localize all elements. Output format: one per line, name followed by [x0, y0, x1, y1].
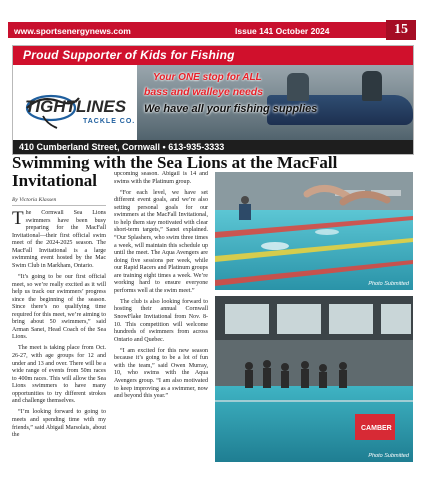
website-link[interactable]: www.sportsenergynews.com: [14, 26, 131, 36]
logo-subtitle: TACKLE CO.: [83, 118, 135, 125]
team-pool-photo: [215, 296, 413, 462]
ad-tagline-1: Your ONE stop for ALL: [153, 72, 262, 83]
byline-divider: [12, 205, 106, 206]
ad-address: 410 Cumberland Street, Cornwall • 613-935-3333: [19, 142, 225, 152]
article-column-1: [12, 210, 106, 478]
ad-tagline-2: bass and walleye needs: [144, 86, 264, 98]
page-number: 15: [386, 20, 416, 40]
tightlines-advertisement[interactable]: [12, 45, 414, 155]
tightlines-logo: [17, 68, 135, 140]
angler-figure: [287, 73, 309, 101]
team-pool-illustration: [215, 296, 413, 462]
pool-diving-illustration: [215, 172, 413, 290]
article-paragraph: The club is also looking forward to hosting their annual Cornwall SnowFlake Invitational from Nov. 8-10. This competition will welcome hundreds of swimmers from across Ontario and Quebec.: [114, 298, 208, 343]
article-paragraph: upcoming season. Abigail is 14 and swims with the Platinum group.: [114, 171, 208, 185]
drop-cap: T: [12, 210, 24, 229]
article-paragraph: “For each level, we have set different event goals, and we’re also setting personal goals for our swimmers at the MacFall Invitational, to help them stay motivated with clear short-term targets,” Sanei explained. “Our Splashers, who swim three times a week, will maintain this schedule up until the meet. The Aqua Avengers are doing five sessions per week, while our Rapid Racers and Platinum groups are training eight times a week. We’re working hard to ensure everyone performs well at the swim meet.”: [114, 189, 208, 294]
angler-figure-2: [362, 71, 382, 101]
article-paragraph: “I’m looking forward to going to meets and spending time with my friends,” said Abigail Marsolais, about the: [12, 409, 106, 439]
article-paragraph: The Cornwall Sea Lions swimmers have been busy preparing for the MacFall Invitational—their first official swim meet of the 2024-2025 season. The MacFall Invitational is a large swimming event hosted by the Mac Swim Club in Markham, Ontario.: [12, 210, 106, 269]
photo-credit-bottom: Photo Submitted: [368, 453, 409, 459]
ad-tagline-3: We have all your fishing supplies: [144, 103, 318, 115]
logo-wordmark: TIGHTLINES: [25, 97, 127, 116]
article-paragraph: “It’s going to be our first official meet, so we’re really excited as it will help us track our swimmers’ progress since the beginning of the season. Since there’s no qualifying time required for this meet, we’re aiming to bring about 50 swimmers,” said Arman Sanei, Head Coach of the Sea Lions.: [12, 273, 106, 341]
ad-headline: Proud Supporter of Kids for Fishing: [23, 48, 235, 62]
issue-label: Issue 141 October 2024: [235, 26, 330, 36]
photo-banner-text: CAMBER: [361, 425, 392, 432]
article-byline: By Victoria Klassen: [12, 197, 57, 203]
article-paragraph: “I am excited for this new season because it’s going to be a lot of fun with the team,” said Owen Murray, 10, who swims with the Aqua Avengers group. “I am also motivated to keep improving as a swimmer, now and beyond this year.”: [114, 347, 208, 400]
article-column-2: [114, 171, 208, 477]
article-paragraph: The meet is taking place from Oct. 26-27, with age groups for 12 and under and 13 and over. There will be a wide range of events from 50m races to 400m races. This will allow the Sea Lions swimmers to have many opportunities to try different strokes and challenge themselves.: [12, 345, 106, 405]
article-headline: Swimming with the Sea Lions at the MacFall Invitational: [12, 153, 338, 190]
photo-credit-top: Photo Submitted: [368, 281, 409, 287]
pool-diving-photo: [215, 172, 413, 290]
